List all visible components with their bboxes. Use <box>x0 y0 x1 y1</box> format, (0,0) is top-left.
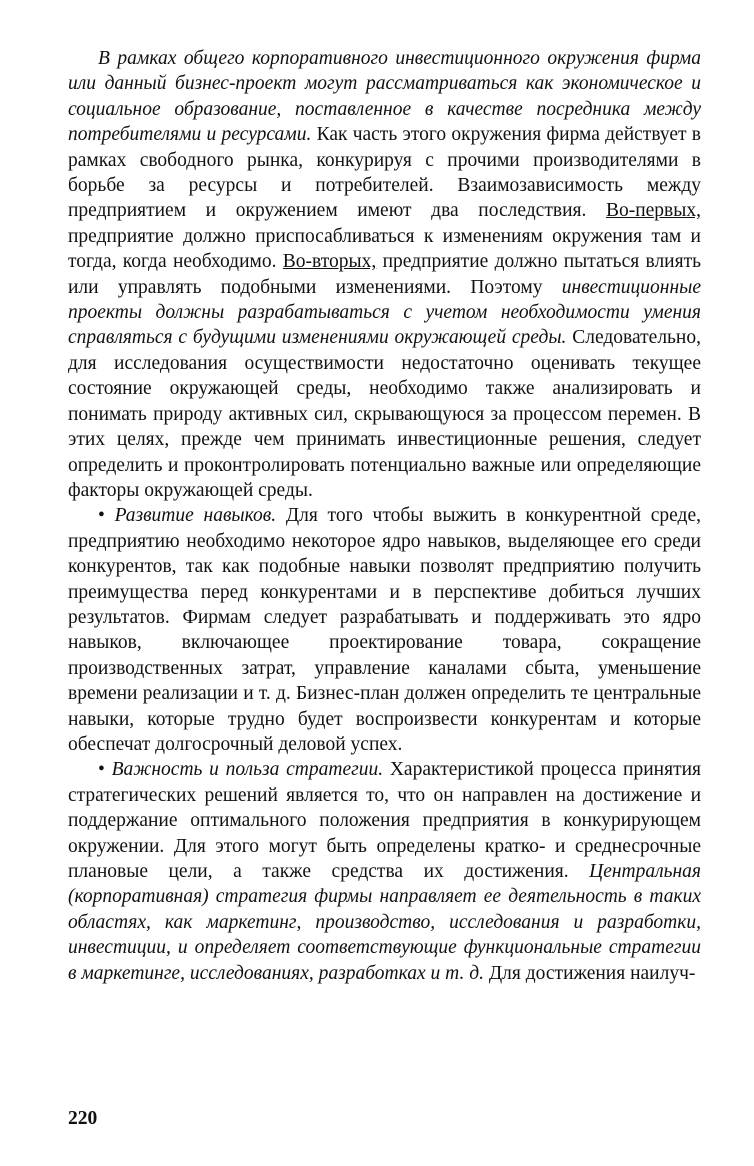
underlined-text: Во-первых, <box>605 200 701 222</box>
body-text: Характеристикой процесса принятия стратегических решений является то, что он направлен на достижение и поддержание оптимального положения предприятия в конкурирующем окружении. Для этого могут быть определены кратко- и среднесрочные плановые цели, а также средства их достижения. <box>68 759 702 882</box>
italic-text: инвестиционные проекты должны разрабатываться с учетом необходимости умения справляться с будущими изменениями окружающей среды. <box>68 276 701 349</box>
body-text: Как часть этого окружения фирма действует в рамках свободного рынка, конкурируя с прочими производителями в борьбе за ресурсы и потребителей. Взаимозависимость между предприятием и окружением имеют два последствия. <box>68 124 701 222</box>
body-text: Для того чтобы выжить в конкурентной среде, предприятию необходимо некоторое ядро навыков, выделяющее его среди конкурентов, так как подобные навыки позволят предприятию получить преимущества перед конкурентами и в перспективе добиться лучших результатов. Фирмам следует разрабатывать и поддерживать это ядро навыков, включающее проектирование товара, сокращение производственных затрат, управление каналами сбыта, уменьшение времени реализации и т. д. Бизнес-план должен определить те центральные навыки, которые трудно будет воспроизвести конкурентам и которые обеспечат долгосрочный деловой успех. <box>68 505 702 755</box>
italic-text: Центральная (корпоративная) стратегия фирмы направляет ее деятельность в таких областях, как маркетинг, производство, исследования и разработки, инвестиции, и определяет соответствующие функциональные стратегии в маркетинге, исследованиях, разработках и т. д. <box>68 861 701 984</box>
paragraph-environment <box>68 46 701 503</box>
paragraph-skills <box>68 503 701 757</box>
paragraph-strategy <box>68 757 701 986</box>
body-text: предприятие должно пытаться влиять или управлять подобными изменениями. Поэтому <box>68 251 701 298</box>
page-body <box>68 46 701 1156</box>
section-heading: Развитие навыков. <box>114 505 277 527</box>
bullet-icon: • <box>98 505 105 527</box>
italic-text: В рамках общего корпоративного инвестиционного окружения фирма или данный бизнес-проект могут рассматриваться как экономическое и социальное образование, поставленное в качестве посредника между потребителями и ресурсами. <box>68 48 701 146</box>
body-text: Для достижения наилуч- <box>483 962 696 984</box>
body-text: Следовательно, для исследования осуществимости недостаточно оценивать текущее состояние окружающей среды, необходимо также анализировать и понимать природу активных сил, скрывающуюся за процессом перемен. В этих целях, прежде чем принимать инвестиционные решения, следует определить и проконтролировать потенциально важные или определяющие факторы окружающей среды. <box>68 327 701 501</box>
section-heading: Важность и польза стратегии. <box>111 759 384 781</box>
page-number: 220 <box>68 1108 98 1129</box>
bullet-icon: • <box>98 759 105 781</box>
underlined-text: Во-вторых, <box>282 251 377 273</box>
body-text: предприятие должно приспосабливаться к изменениям окружения там и тогда, когда необходимо. <box>68 225 701 273</box>
